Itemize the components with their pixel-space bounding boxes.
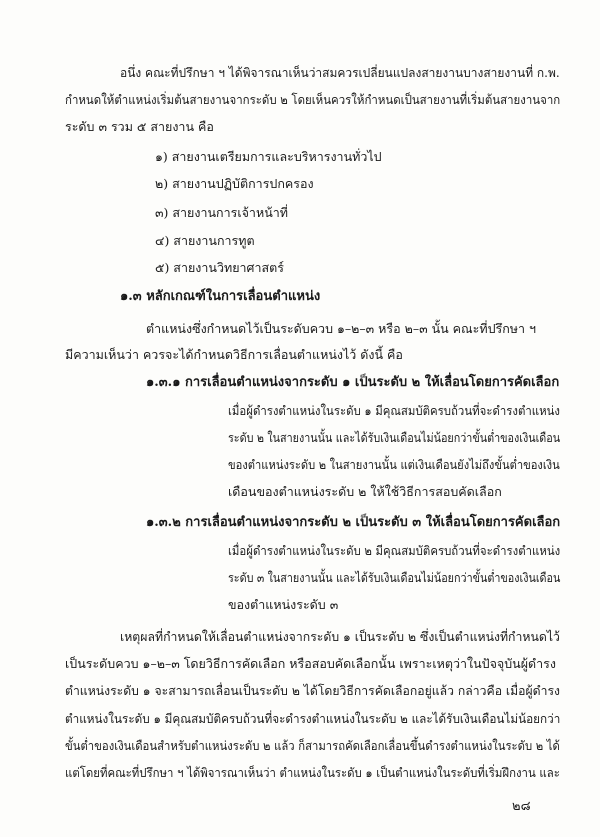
sub1-heading: ๑.๓.๑ การเลื่อนตำแหน่งจากระดับ ๑ เป็นระดับ ๒ ให้เลื่อนโดยการคัดเลือก [146,375,560,390]
closing-line-3: ตำแหน่งระดับ ๑ จะสามารถเลื่อนเป็นระดับ ๒ ได้โดยวิธีการคัดเลือกอยู่แล้ว กล่าวคือ เมื่อผู้ดำรง [65,683,561,698]
list-item: ๑) สายงานเตรียมการและบริหารงานทั่วไป [155,149,382,164]
intro-line-1: อนึ่ง คณะที่ปรึกษา ฯ ได้พิจารณาเห็นว่าสมควรเปลี่ยนแปลงสายงานบางสายงานที่ ก.พ. [120,65,560,80]
closing-line-6: แต่โดยที่คณะที่ปรึกษา ฯ ได้พิจารณาเห็นว่า ตำแหน่งในระดับ ๑ เป็นตำแหน่งในระดับที่เริ่มฝึกงาน และ [65,765,560,780]
list-item: ๔) สายงานการทูต [155,233,255,248]
list-item: ๕) สายงานวิทยาศาสตร์ [155,260,284,275]
list-item: ๒) สายงานปฏิบัติการปกครอง [155,176,314,191]
sub2-line: ของตำแหน่งระดับ ๓ [228,597,339,612]
section-intro-line-2: มีความเห็นว่า ควรจะได้กำหนดวิธีการเลื่อนตำแหน่งไว้ ดังนี้ คือ [65,347,403,362]
sub2-line: เมื่อผู้ดำรงตำแหน่งในระดับ ๒ มีคุณสมบัติครบถ้วนที่จะดำรงตำแหน่ง [228,543,561,558]
intro-line-2: กำหนดให้ตำแหน่งเริ่มต้นสายงานจากระดับ ๒ โดยเห็นควรให้กำหนดเป็นสายงานที่เริ่มต้นสายงานจาก [65,92,561,107]
closing-line-2: เป็นระดับควบ ๑–๒–๓ โดยวิธีการคัดเลือก หรือสอบคัดเลือกนั้น เพราะเหตุว่าในปัจจุบันผู้ดำรง [65,656,556,671]
intro-line-3: ระดับ ๓ รวม ๕ สายงาน คือ [65,119,214,134]
sub2-line: ระดับ ๓ ในสายงานนั้น และได้รับเงินเดือนไม่น้อยกว่าขั้นต่ำของเงินเดือน [228,570,561,585]
sub1-line: ของตำแหน่งระดับ ๒ ในสายงานนั้น แต่เงินเดือนยังไม่ถึงขั้นต่ำของเงิน [228,457,560,472]
list-item: ๓) สายงานการเจ้าหน้าที่ [155,205,288,220]
page-number: ๒๘ [512,799,531,814]
section-heading: ๑.๓ หลักเกณฑ์ในการเลื่อนตำแหน่ง [120,289,321,304]
closing-line-1: เหตุผลที่กำหนดให้เลื่อนตำแหน่งจากระดับ ๑ เป็นระดับ ๒ ซึ่งเป็นตำแหน่งที่กำหนดไว้ [120,629,560,644]
closing-line-4: ตำแหน่งในระดับ ๑ มีคุณสมบัติครบถ้วนที่จะดำรงตำแหน่งในระดับ ๒ และได้รับเงินเดือนไม่น้อยกว่า [65,711,561,726]
sub2-heading: ๑.๓.๒ การเลื่อนตำแหน่งจากระดับ ๒ เป็นระดับ ๓ ให้เลื่อนโดยการคัดเลือก [146,515,561,530]
sub1-line: เดือนของตำแหน่งระดับ ๒ ให้ใช้วิธีการสอบคัดเลือก [228,484,502,499]
sub1-line: เมื่อผู้ดำรงตำแหน่งในระดับ ๑ มีคุณสมบัติครบถ้วนที่จะดำรงตำแหน่ง [228,403,560,418]
closing-line-5: ขั้นต่ำของเงินเดือนสำหรับตำแหน่งระดับ ๒ แล้ว ก็สามารถคัดเลือกเลื่อนขึ้นดำรงตำแหน่งในระดับ ๒ ได้ [65,738,560,753]
section-intro-line-1: ตำแหน่งซึ่งกำหนดไว้เป็นระดับควบ ๑–๒–๓ หรือ ๒–๓ นั้น คณะที่ปรึกษา ฯ [146,321,537,336]
sub1-line: ระดับ ๒ ในสายงานนั้น และได้รับเงินเดือนไม่น้อยกว่าขั้นต่ำของเงินเดือน [228,430,561,445]
